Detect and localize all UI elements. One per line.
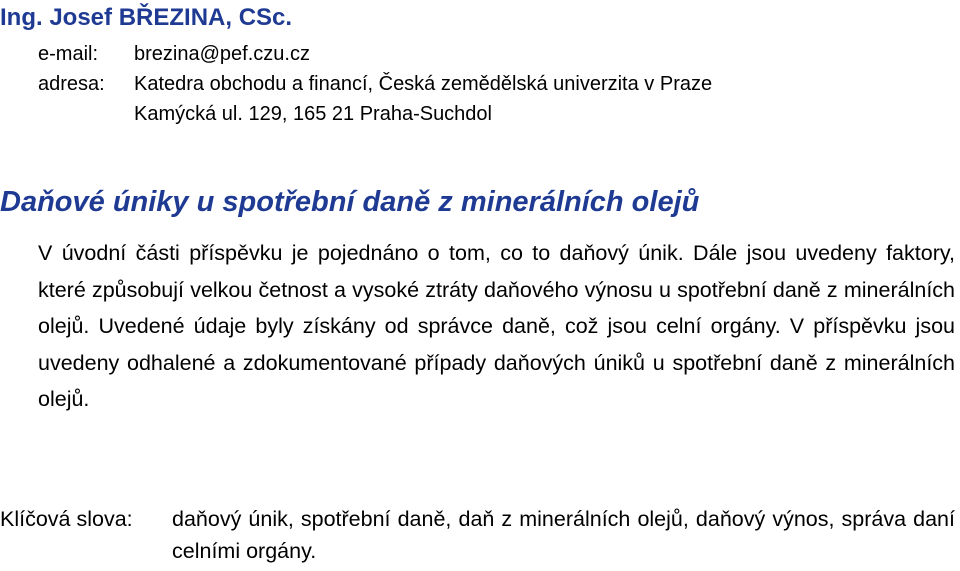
email-value: brezina@pef.czu.cz — [134, 43, 310, 65]
address-row-2 — [38, 102, 492, 126]
email-label: e-mail: — [38, 43, 99, 65]
address-line-2: Kamýcká ul. 129, 165 21 Praha-Suchdol — [134, 103, 492, 125]
author-name: Ing. Josef BŘEZINA, CSc. — [0, 4, 293, 31]
article-title: Daňové úniky u spotřební daně z minerálních olejů — [0, 186, 700, 218]
address-line-1: Katedra obchodu a financí, Česká zemědělská univerzita v Praze — [134, 73, 713, 95]
keywords-text: daňový únik, spotřební daně, daň z minerálních olejů, daňový výnos, správa daní celními orgány. — [172, 507, 955, 563]
keywords-label: Klíčová slova: — [0, 507, 133, 531]
abstract-paragraph: V úvodní části příspěvku je pojednáno o tom, co to daňový únik. Dále jsou uvedeny faktory, které způsobují velkou četnost a vysoké ztráty daňového výnosu u spotřební daně z minerálních olejů. Uvedené údaje byly získány od správce daně, což jsou celní orgány. V příspěvku jsou uvedeny odhalené a zdokumentované případy daňových úniků u spotřební daně z minerálních olejů. — [38, 241, 955, 411]
address-label: adresa: — [38, 73, 105, 95]
address-row — [38, 72, 712, 96]
email-row — [38, 42, 310, 66]
